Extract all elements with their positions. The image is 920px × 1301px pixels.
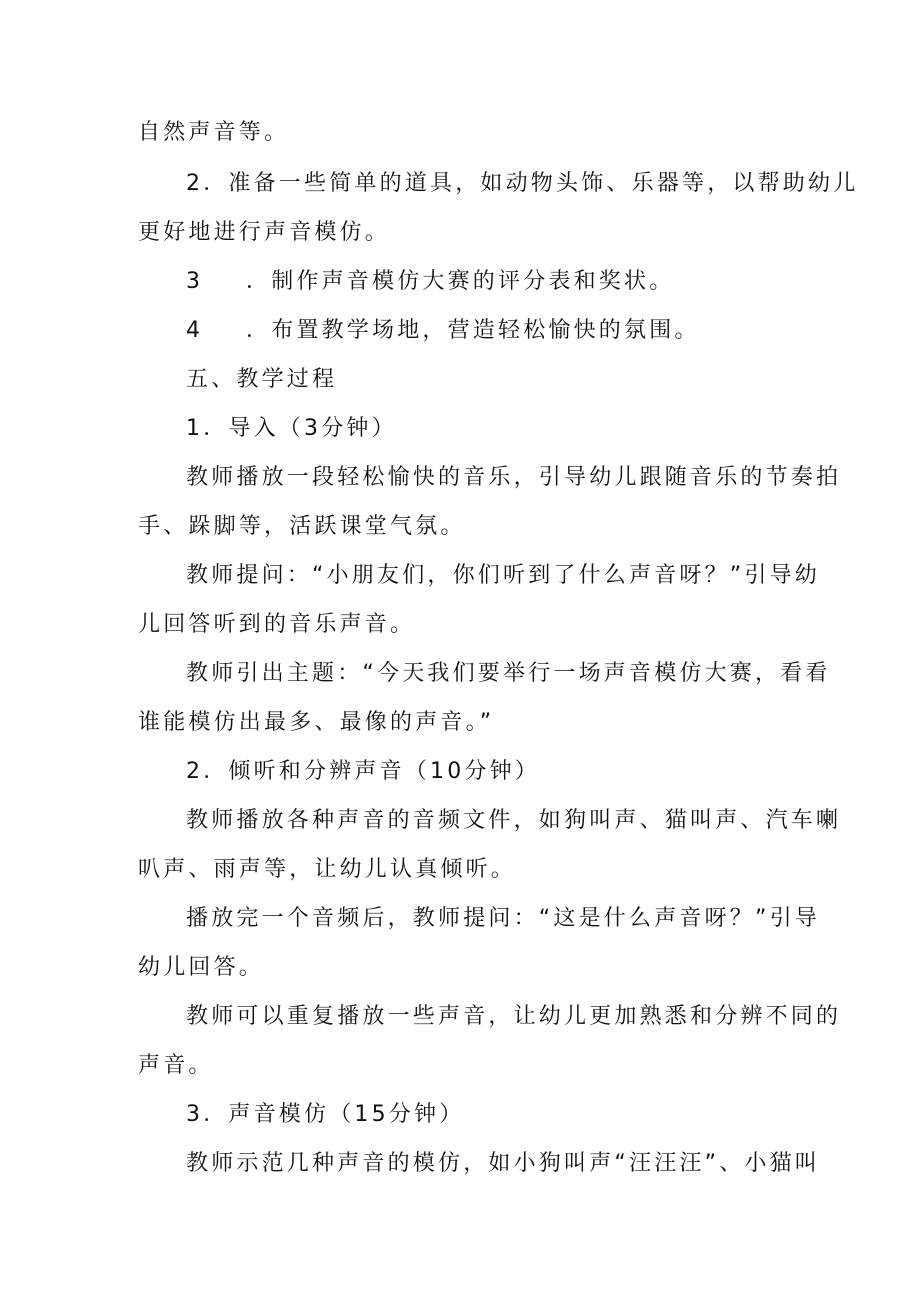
list-item-3 [186, 262, 674, 302]
list-item-text: ．布置教学场地，营造轻松愉快的氛围。 [246, 318, 700, 343]
paragraph-line: 播放完一个音频后，教师提问：“这是什么声音呀？”引导 [186, 906, 820, 931]
list-item-2-line: 2．准备一些简单的道具，如动物头饰、乐器等，以帮助幼儿 [186, 171, 859, 196]
section-heading: 五、教学过程 [186, 367, 338, 392]
paragraph-line: 教师引出主题：“今天我们要举行一场声音模仿大赛，看看 [186, 661, 831, 686]
subsection-heading: 1．导入（3分钟） [186, 416, 397, 441]
paragraph-line: 谁能模仿出最多、最像的声音。” [138, 710, 495, 735]
paragraph-line: 幼儿回答。 [138, 955, 265, 980]
paragraph-line: 自然声音等。 [138, 120, 290, 145]
paragraph-line: 教师播放各种声音的音频文件，如狗叫声、猫叫声、汽车喇 [186, 808, 842, 833]
paragraph-line: 叭声、雨声等，让幼儿认真倾听。 [138, 857, 517, 882]
paragraph-line: 教师提问：“小朋友们，你们听到了什么声音呀？”引导幼 [186, 563, 820, 588]
list-number: 4 [186, 318, 204, 343]
list-number: 3 [186, 269, 204, 294]
paragraph-line: 教师示范几种声音的模仿，如小狗叫声“汪汪汪”、小猫叫 [186, 1151, 820, 1176]
list-item-4 [186, 311, 700, 351]
paragraph-line: 教师播放一段轻松愉快的音乐，引导幼儿跟随音乐的节奏拍 [186, 465, 842, 490]
paragraph-line: 教师可以重复播放一些声音，让幼儿更加熟悉和分辨不同的 [186, 1004, 842, 1029]
paragraph-line: 声音。 [138, 1053, 214, 1078]
paragraph-line: 手、跺脚等，活跃课堂气氛。 [138, 514, 466, 539]
list-item-text: ．制作声音模仿大赛的评分表和奖状。 [246, 269, 675, 294]
subsection-heading: 3．声音模仿（15分钟） [186, 1102, 465, 1127]
paragraph-line: 儿回答听到的音乐声音。 [138, 612, 416, 637]
subsection-heading: 2．倾听和分辨声音（10分钟） [186, 759, 540, 784]
paragraph-line: 更好地进行声音模仿。 [138, 220, 391, 245]
